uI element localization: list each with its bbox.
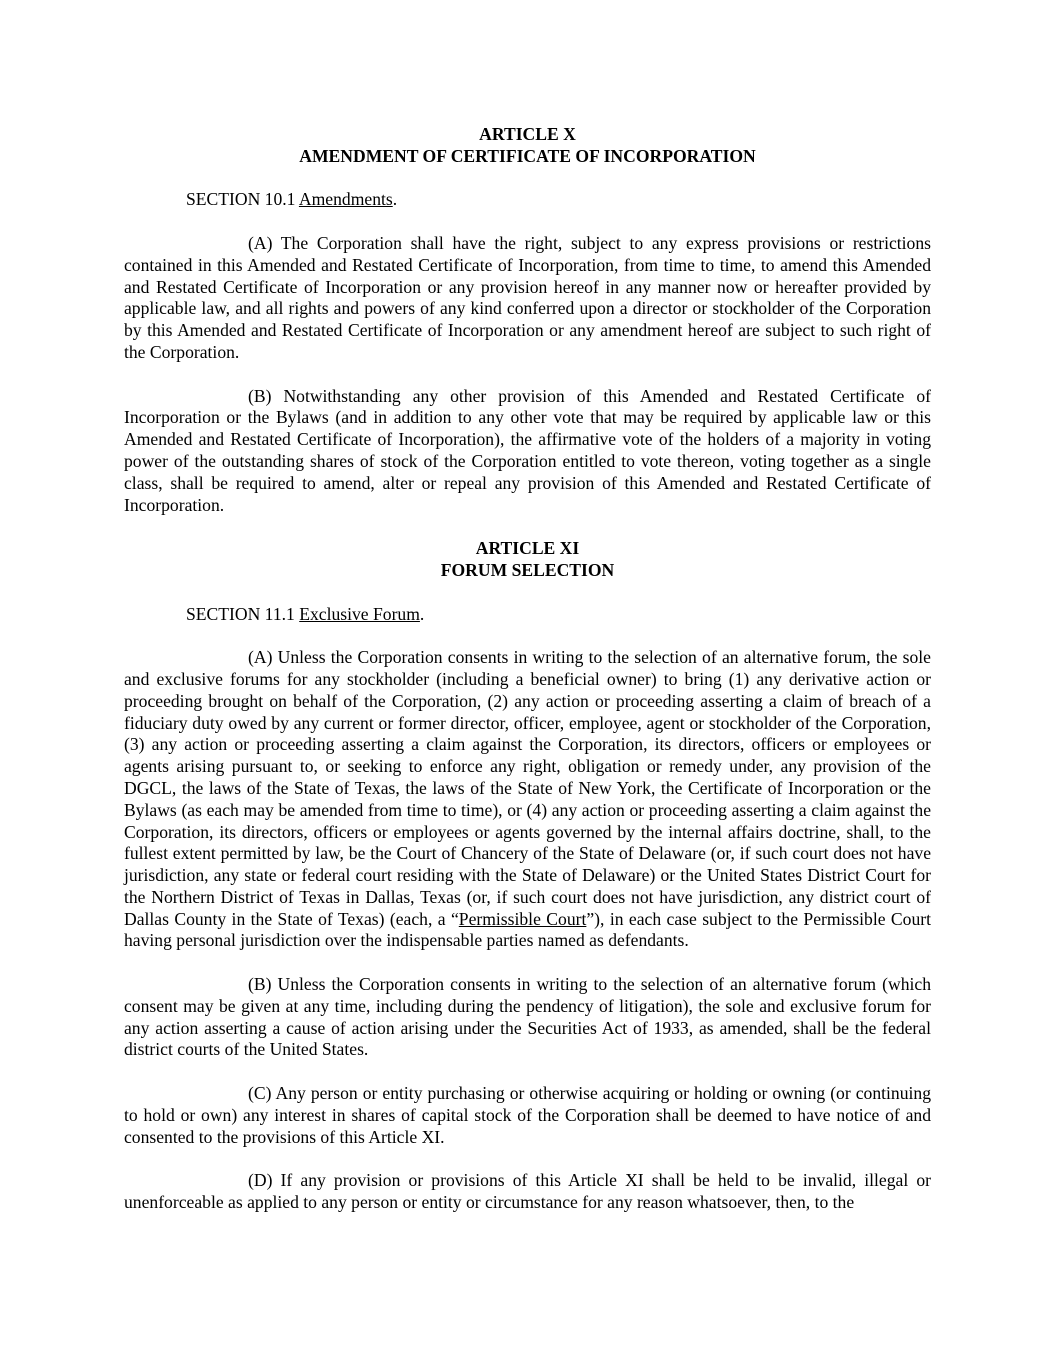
section-10-1-name: Amendments — [298, 189, 393, 210]
section-11-1-suffix: . — [419, 603, 425, 624]
section-10-1-paragraph-a: (A) The Corporation shall have the right, subject to any express provisions or restrictions contained in this Amended and Restated Certificate of Incorporation, from time to time, to amend this Amended and Restated Certificate of Incorporation or any provision hereof in any manner now or hereafter provided by applicable law, and all rights and powers of any kind conferred upon a director or stockholder of the Corporation by this Amended and Restated Certificate of Incorporation or any amendment hereof are subject to such right of the Corporation. — [124, 232, 931, 362]
section-11-1-title — [124, 604, 931, 626]
section-11-1-paragraph-c: (C) Any person or entity purchasing or otherwise acquiring or holding or owning (or continuing to hold or own) any interest in shares of capital stock of the Corporation shall be deemed to have notice of and consented to the provisions of this Article XI. — [124, 1083, 931, 1147]
article-xi-number: ARTICLE XI — [475, 538, 580, 559]
section-11-1-name: Exclusive Forum — [299, 603, 420, 624]
article-xi-heading — [124, 538, 931, 582]
section-11-1-paragraph-b: (B) Unless the Corporation consents in writing to the selection of an alternative forum (which consent may be given at any time, including during the pendency of litigation), the sole and exclusive forum for any action asserting a cause of action arising under the Securities Act of 1933, as amended, shall be the federal district courts of the United States. — [124, 974, 931, 1060]
section-11-1-prefix: SECTION 11.1 — [186, 603, 300, 624]
article-x-heading — [124, 124, 931, 168]
paragraph-a-text-after: ”), in each case subject to the Permissible Court having personal jurisdiction over the indispensable parties named as defendants. — [124, 908, 931, 951]
paragraph-a-text-before: (A) Unless the Corporation consents in writing to the selection of an alternative forum, the sole and exclusive forums for any stockholder (including a beneficial owner) to bring (1) any derivative action or proceeding brought on behalf of the Corporation, (2) any action or proceeding asserting a claim of breach of a fiduciary duty owed by any current or former director, officer, employee, agent or stockholder of the Corporation, (3) any action or proceeding asserting a claim against the Corporation, its directors, officers or employees or agents arising pursuant to, or seeking to enforce any right, obligation or remedy under, any provision of the DGCL, the laws of the State of Texas, the laws of the State of New York, the Certificate of Incorporation or the Bylaws (as each may be amended from time to time), or (4) any action or proceeding asserting a claim against the Corporation, its directors, officers or employees or agents governed by the internal affairs doctrine, shall, to the fullest extent permitted by law, be the Court of Chancery of the State of Delaware (or, if such court does not have jurisdiction, any state or federal court residing with the State of Delaware) or the United States District Court for the Northern District of Texas in Dallas, Texas (or, if such court does not have jurisdiction, any district court of Dallas County in the State of Texas) (each, a “ — [124, 647, 931, 929]
article-xi-title: FORUM SELECTION — [440, 559, 615, 580]
section-10-1-paragraph-b: (B) Notwithstanding any other provision of this Amended and Restated Certificate of Incorporation or the Bylaws (and in addition to any other vote that may be required by applicable law or this Amended and Restated Certificate of Incorporation), the affirmative vote of the holders of a majority in voting power of the outstanding shares of stock of the Corporation entitled to vote thereon, voting together as a single class, shall be required to amend, alter or repeal any provision of this Amended and Restated Certificate of Incorporation. — [124, 385, 931, 515]
section-11-1-paragraph-d: (D) If any provision or provisions of this Article XI shall be held to be invalid, illegal or unenforceable as applied to any person or entity or circumstance for any reason whatsoever, then, to the — [124, 1170, 931, 1213]
section-10-1-title — [124, 189, 931, 211]
document-page — [124, 124, 931, 1214]
section-11-1-paragraph-a — [124, 647, 931, 952]
defined-term-permissible-court: Permissible Court — [458, 908, 587, 929]
article-x-title: AMENDMENT OF CERTIFICATE OF INCORPORATION — [299, 145, 756, 166]
section-10-1-suffix: . — [392, 189, 398, 210]
article-x-number: ARTICLE X — [479, 124, 576, 144]
section-10-1-prefix: SECTION 10.1 — [186, 189, 299, 210]
